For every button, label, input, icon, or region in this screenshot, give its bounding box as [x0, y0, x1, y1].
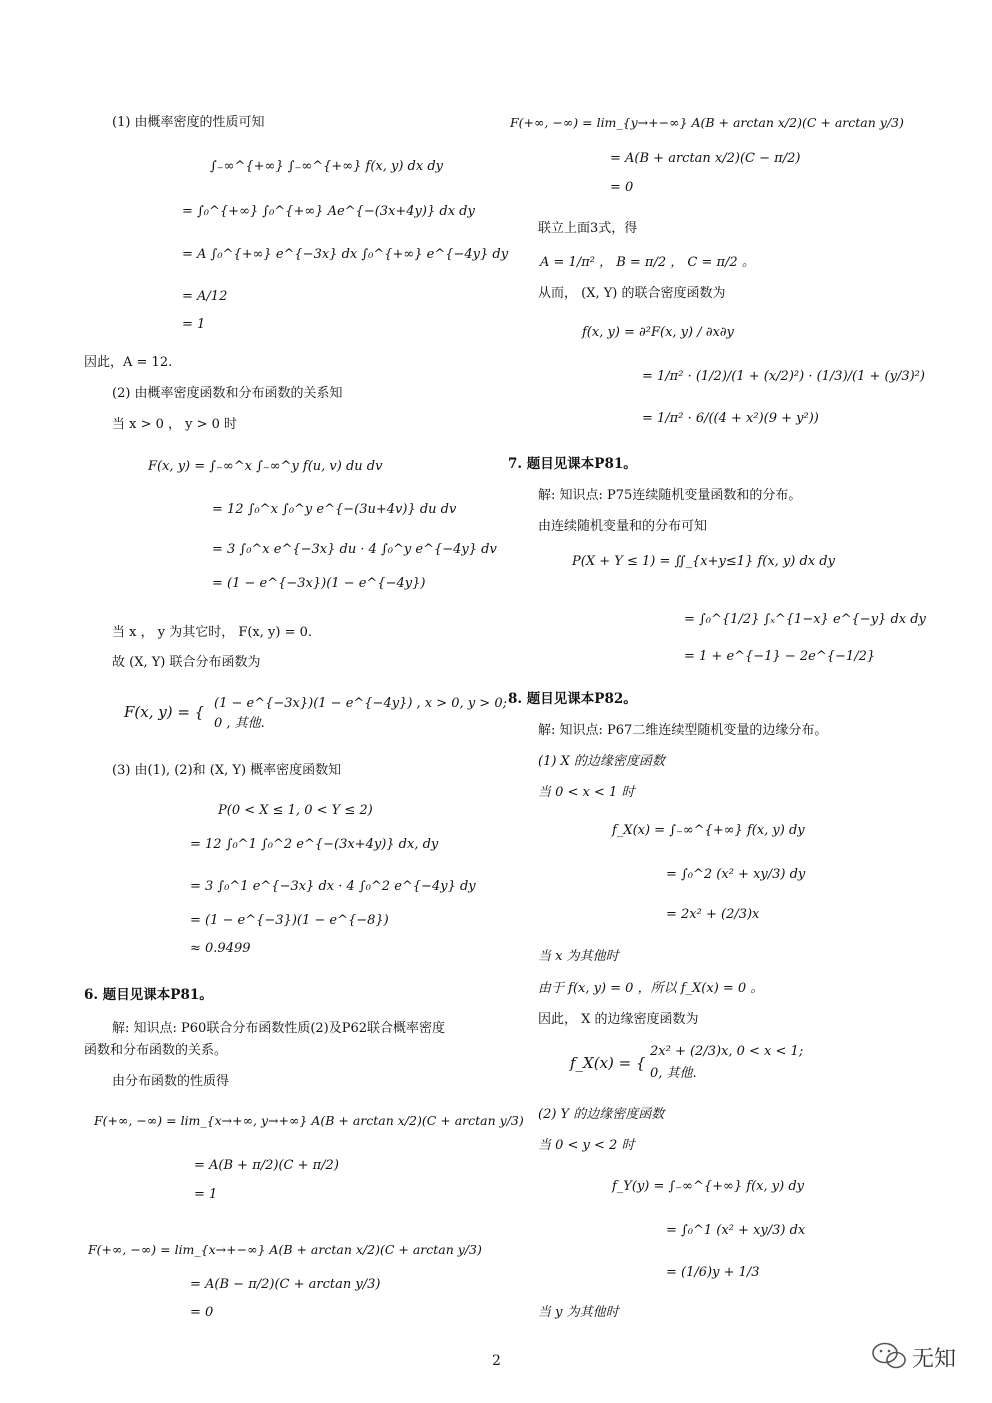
p3-eq-line-1: P(0 < X ≤ 1, 0 < Y ≤ 2)	[218, 803, 373, 818]
q8-piecewise-case-1: 2x² + (2/3)x, 0 < x < 1;	[650, 1044, 804, 1059]
q8-eq2-line-1: f_Y(y) = ∫₋∞^{+∞} f(x, y) dy	[612, 1179, 804, 1194]
p2-eq-line-4: = (1 − e^{−3x})(1 − e^{−4y})	[212, 576, 426, 591]
p2-intro: (2) 由概率密度函数和分布函数的关系知	[112, 386, 343, 401]
p3-eq-line-5: ≈ 0.9499	[190, 941, 251, 956]
eqC-line-1: F(+∞, −∞) = lim_{y→+−∞} A(B + arctan x/2)(C + arctan y/3)	[510, 115, 904, 130]
q7-heading: 7. 题目见课本P81。	[508, 456, 637, 472]
q6-property-intro: 由分布函数的性质得	[112, 1074, 230, 1089]
p1-eq-line-2: = ∫₀^{+∞} ∫₀^{+∞} Ae^{−(3x+4y)} dx dy	[182, 204, 475, 219]
q8-heading: 8. 题目见课本P82。	[508, 691, 637, 707]
density-eq-line-2: = 1/π² · (1/2)/(1 + (x/2)²) · (1/3)/(1 + (y/3)²)	[642, 369, 925, 384]
q8-since: 由于 f(x, y) = 0 ，所以 f_X(x) = 0 。	[538, 981, 764, 996]
p2-eq-line-3: = 3 ∫₀^x e^{−3x} du · 4 ∫₀^y e^{−4y} dv	[212, 542, 497, 557]
p2-piecewise-case-2: 0 , 其他.	[214, 716, 265, 731]
p2-other-case: 当 x ， y 为其它时， F(x, y) = 0.	[112, 625, 313, 640]
q8-part2-intro: (2) Y 的边缘密度函数	[538, 1107, 665, 1122]
eqC-line-3: = 0	[610, 180, 634, 195]
page-number: 2	[492, 1353, 501, 1369]
q8-piecewise-lhs: f_X(x) = {	[570, 1054, 646, 1072]
q8-solution: 解: 知识点: P67二维连续型随机变量的边缘分布。	[538, 723, 828, 738]
q7-eq-line-3: = 1 + e^{−1} − 2e^{−1/2}	[684, 649, 876, 664]
q8-eq1-line-2: = ∫₀^2 (x² + xy/3) dy	[666, 867, 806, 882]
q8-therefore: 因此， X 的边缘密度函数为	[538, 1012, 699, 1027]
density-eq-line-3: = 1/π² · 6/((4 + x²)(9 + y²))	[642, 411, 819, 426]
q6-eqB-line-3: = 0	[190, 1305, 214, 1320]
q8-other-1: 当 x 为其他时	[538, 949, 619, 964]
p2-eq-line-2: = 12 ∫₀^x ∫₀^y e^{−(3u+4v)} du dv	[212, 502, 457, 517]
q8-piecewise-case-2: 0, 其他.	[650, 1066, 697, 1081]
p2-piecewise-case-1: (1 − e^{−3x})(1 − e^{−4y}) , x > 0, y > 0;	[214, 696, 507, 711]
p1-eq-line-1: ∫₋∞^{+∞} ∫₋∞^{+∞} f(x, y) dx dy	[210, 159, 443, 174]
q7-solution: 解: 知识点: P75连续随机变量函数和的分布。	[538, 488, 802, 503]
p2-eq-line-1: F(x, y) = ∫₋∞^x ∫₋∞^y f(u, v) du dv	[148, 459, 383, 474]
p1-conclusion: 因此，A = 12.	[84, 355, 173, 370]
q6-solution-line-2: 函数和分布函数的关系。	[84, 1043, 228, 1058]
p1-eq-line-4: = A/12	[182, 289, 228, 304]
density-intro: 从而， (X, Y) 的联合密度函数为	[538, 286, 726, 301]
eqC-line-2: = A(B + arctan x/2)(C − π/2)	[610, 151, 801, 166]
q8-other-2: 当 y 为其他时	[538, 1305, 619, 1320]
q6-eqA-line-1: F(+∞, −∞) = lim_{x→+∞, y→+∞} A(B + arctan x/2)(C + arctan y/3)	[94, 1113, 524, 1128]
q7-intro: 由连续随机变量和的分布可知	[538, 519, 708, 534]
q6-heading: 6. 题目见课本P81。	[84, 987, 213, 1003]
q6-eqB-line-2: = A(B − π/2)(C + arctan y/3)	[190, 1277, 381, 1292]
density-eq-line-1: f(x, y) = ∂²F(x, y) / ∂x∂y	[582, 325, 734, 340]
q8-condition-1: 当 0 < x < 1 时	[538, 785, 635, 800]
p3-eq-line-4: = (1 − e^{−3})(1 − e^{−8})	[190, 913, 389, 928]
p3-eq-line-2: = 12 ∫₀^1 ∫₀^2 e^{−(3x+4y)} dx, dy	[190, 837, 439, 852]
q6-solution-line-1: 解: 知识点: P60联合分布函数性质(2)及P62联合概率密度	[112, 1021, 446, 1036]
p1-intro: (1) 由概率密度的性质可知	[112, 115, 265, 130]
p2-piecewise-lhs: F(x, y) = {	[124, 703, 205, 721]
p3-intro: (3) 由(1), (2)和 (X, Y) 概率密度函数知	[112, 763, 342, 778]
p1-eq-line-3: = A ∫₀^{+∞} e^{−3x} dx ∫₀^{+∞} e^{−4y} dy	[182, 247, 509, 262]
abc-values: A = 1/π² ， B = π/2 ， C = π/2 。	[540, 255, 755, 270]
q8-condition-2: 当 0 < y < 2 时	[538, 1138, 635, 1153]
q8-eq1-line-1: f_X(x) = ∫₋∞^{+∞} f(x, y) dy	[612, 823, 805, 838]
p2-joint-intro: 故 (X, Y) 联合分布函数为	[112, 655, 261, 670]
chat-bubble-icon	[870, 1340, 908, 1372]
p2-condition: 当 x > 0 ， y > 0 时	[112, 417, 238, 432]
q6-eqA-line-2: = A(B + π/2)(C + π/2)	[194, 1158, 339, 1173]
q8-eq2-line-2: = ∫₀^1 (x² + xy/3) dx	[666, 1223, 806, 1238]
q8-part1-intro: (1) X 的边缘密度函数	[538, 754, 665, 769]
watermark	[870, 1338, 970, 1374]
q8-eq2-line-3: = (1/6)y + 1/3	[666, 1265, 760, 1280]
q7-eq-line-1: P(X + Y ≤ 1) = ∬_{x+y≤1} f(x, y) dx dy	[572, 554, 835, 569]
p3-eq-line-3: = 3 ∫₀^1 e^{−3x} dx · 4 ∫₀^2 e^{−4y} dy	[190, 879, 476, 894]
combine-text: 联立上面3式，得	[538, 221, 638, 236]
watermark-text: 无知	[912, 1347, 957, 1372]
p1-eq-line-5: = 1	[182, 317, 206, 332]
q6-eqB-line-1: F(+∞, −∞) = lim_{x→+−∞} A(B + arctan x/2)(C + arctan y/3)	[88, 1242, 482, 1257]
q8-eq1-line-3: = 2x² + (2/3)x	[666, 907, 760, 922]
q7-eq-line-2: = ∫₀^{1/2} ∫ₓ^{1−x} e^{−y} dx dy	[684, 612, 926, 627]
q6-eqA-line-3: = 1	[194, 1187, 218, 1202]
